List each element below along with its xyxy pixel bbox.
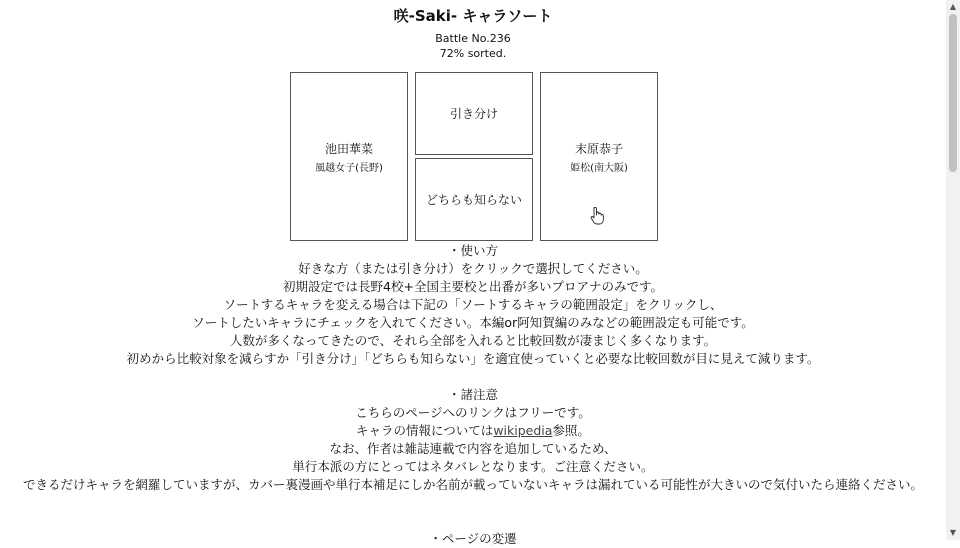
notes-line: こちらのページへのリンクはフリーです。 — [355, 405, 591, 420]
usage-line: 好きな方（または引き分け）をクリックで選択してください。 — [298, 261, 648, 276]
wikipedia-link[interactable]: wikipedia — [493, 423, 553, 438]
left-character-name: 池田華菜 — [324, 141, 373, 156]
notes-line: 単行本派の方にとってはネタバレとなります。ご注意ください。 — [292, 459, 654, 474]
hand-pointer-icon — [590, 207, 604, 225]
vertical-scrollbar[interactable] — [946, 0, 960, 540]
notes-line — [0, 422, 946, 440]
usage-line: ソートするキャラを変える場合は下記の「ソートするキャラの範囲設定」をクリックし、 — [223, 297, 723, 312]
left-character-school: 風越女子(長野) — [315, 162, 383, 174]
notes-text: キャラの情報については — [356, 423, 494, 438]
right-character-name: 末原恭子 — [574, 141, 623, 156]
triangle-up-icon[interactable]: ▲ — [949, 2, 957, 11]
dont-know-label: どちらも知らない — [425, 193, 522, 207]
usage-line: ソートしたいキャラにチェックを入れてください。本編or阿知賀編のみなどの範囲設定も可能です。 — [192, 315, 754, 330]
sort-progress: 72% sorted. — [439, 47, 507, 60]
tie-label: 引き分け — [449, 107, 498, 121]
page-history-heading: ・ページの変遷 — [429, 531, 517, 546]
notes-line: できるだけキャラを網羅していますが、カバー裏漫画や単行本補足にしか名前が載っていないキャラは漏れている可能性が大きいので気付いたら連絡ください。 — [22, 477, 923, 492]
triangle-down-icon[interactable]: ▼ — [949, 528, 957, 537]
usage-line: 初めから比較対象を減らすか「引き分け」「どちらも知らない」を適宜使っていくと必要な比較回数が目に見えて減ります。 — [126, 351, 820, 366]
dont-know-both-button[interactable] — [415, 158, 533, 241]
notes-line: なお、作者は雑誌連載で内容を追加しているため、 — [329, 441, 617, 456]
usage-heading: ・使い方 — [447, 243, 498, 258]
battle-number: Battle No.236 — [435, 32, 511, 45]
scrollbar-thumb[interactable] — [949, 14, 957, 172]
notes-heading: ・諸注意 — [447, 387, 498, 402]
usage-line: 初期設定では長野4校+全国主要校と出番が多いプロアナのみです。 — [283, 279, 663, 294]
page-title: 咲-Saki- キャラソート — [393, 7, 553, 25]
notes-text: 参照。 — [552, 423, 590, 438]
usage-line: 人数が多くなってきたので、それら全部を入れると比較回数が凄まじく多くなります。 — [229, 333, 717, 348]
right-character-school: 姫松(南大阪) — [570, 162, 628, 174]
left-character-card[interactable] — [290, 72, 408, 241]
tie-button[interactable] — [415, 72, 533, 155]
